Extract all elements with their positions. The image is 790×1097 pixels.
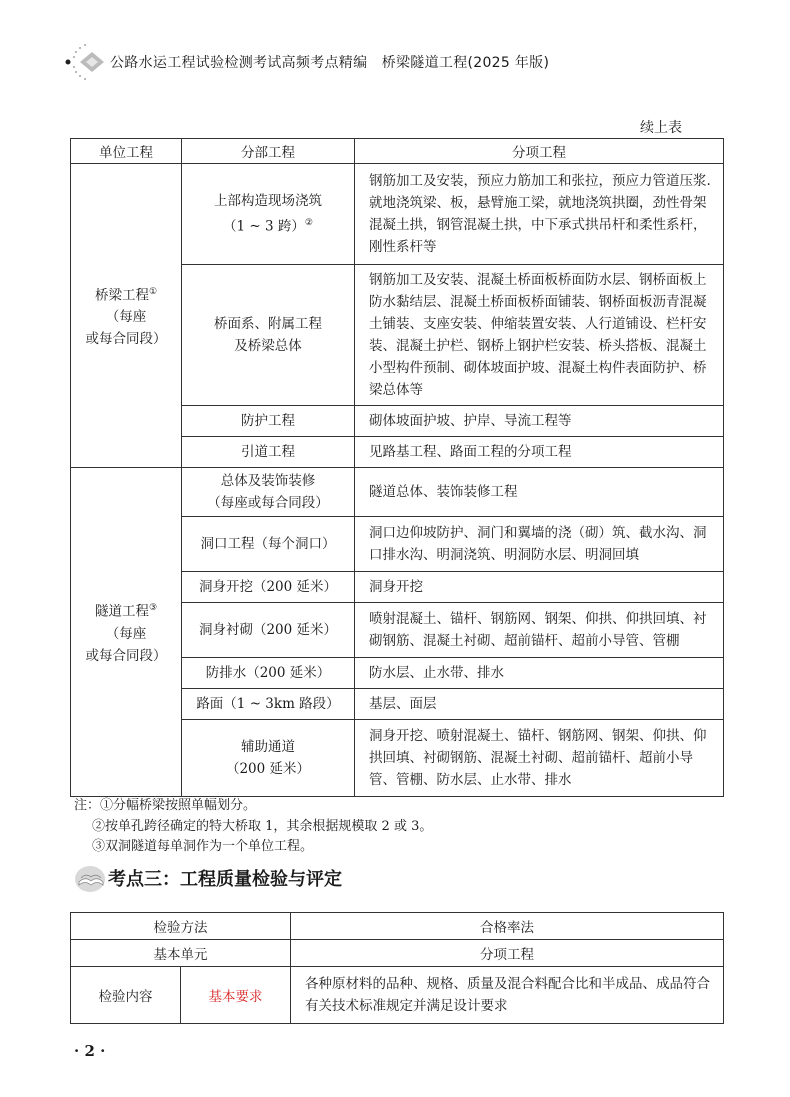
project-division-table [70,138,724,797]
table-header-row [71,139,724,164]
table-row [71,468,724,517]
unit-bridge [71,164,182,468]
note-line: 注：①分幅桥梁按照单幅划分。 [74,798,257,813]
part-cell [182,720,355,797]
part-label: （200 延米） [225,761,311,777]
method-value: 合格率法 [291,913,724,940]
header-item: 分项工程 [355,139,724,164]
part-cell: 洞身开挖（200 延米） [182,572,355,603]
part-label: 上部构造现场浇筑 [214,193,322,210]
basic-requirement-label: 基本要求 [181,967,291,1024]
part-label: （每座或每合同段） [207,495,329,511]
note-line: ②按单孔跨径确定的特大桥取 1，其余根据规模取 2 或 3。 [92,818,433,834]
part-cell: 洞身衬砌（200 延米） [182,603,355,658]
unit-tunnel-title: 隧道工程 [94,603,149,620]
page-header [62,42,742,82]
unit-bridge-scope: 或每合同段） [85,331,167,348]
note-line: ③双洞隧道每单洞作为一个单位工程。 [92,839,314,854]
item-cell: 基层、面层 [355,689,724,720]
header-unit: 单位工程 [71,139,182,164]
header-title: 公路水运工程试验检测考试高频考点精编 桥梁隧道工程(2025 年版) [110,55,550,71]
method-label: 检验方法 [71,913,291,940]
part-cell [182,468,355,517]
unit-bridge-title: 桥梁工程 [94,287,149,304]
header-part: 分部工程 [182,139,355,164]
footnote-marker: ② [304,218,313,229]
item-cell: 隧道总体、装饰装修工程 [355,468,724,517]
part-cell: 防排水（200 延米） [182,658,355,689]
table-row [71,164,724,265]
part-label: （1 ~ 3 跨） [223,218,305,235]
part-cell [182,164,355,265]
unit-value: 分项工程 [291,940,724,967]
content-value: 各种原材料的品种、规格、质量及混合料配合比和半成品、成品符合有关技术标准规定并满足设计要求 [291,967,724,1024]
part-cell [182,265,355,406]
unit-tunnel-scope: 或每合同段） [85,647,167,664]
item-cell: 钢筋加工及安装、混凝土桥面板桥面防水层、钢桥面板上防水黏结层、混凝土桥面板桥面铺装、钢桥面板沥青混凝土铺装、支座安装、伸缩装置安装、人行道铺设、栏杆安装、混凝土护栏、钢桥上钢护栏安装、桥头搭板、混凝土小型构件预制、砌体坡面护坡、混凝土构件表面防护、桥梁总体等 [355,265,724,406]
part-label: 辅助通道 [241,739,295,755]
footnote-marker: ① [148,286,158,297]
item-cell: 防水层、止水带、排水 [355,658,724,689]
table-row [71,967,724,1024]
book-icon [74,862,108,894]
item-cell: 见路基工程、路面工程的分项工程 [355,437,724,468]
continued-label: 续上表 [640,120,682,136]
unit-tunnel [71,468,182,797]
content-label: 检验内容 [71,967,181,1024]
quality-inspection-table [70,912,724,1024]
part-cell: 防护工程 [182,406,355,437]
table-row [71,913,724,940]
unit-tunnel-scope: （每座 [105,625,147,642]
part-cell: 路面（1 ~ 3km 路段） [182,689,355,720]
part-label: 及桥梁总体 [234,338,302,354]
unit-label: 基本单元 [71,940,291,967]
table-row [71,940,724,967]
footnote-marker: ③ [148,603,158,614]
item-cell: 喷射混凝土、锚杆、钢筋网、钢架、仰拱、仰拱回填、衬砌钢筋、混凝土衬砌、超前锚杆、超前小导管、管棚 [355,603,724,658]
item-cell: 钢筋加工及安装，预应力筋加工和张拉，预应力管道压浆. 就地浇筑梁、板，悬臂施工梁，就地浇筑拱圈，劲性骨架混凝土拱，钢管混凝土拱，中下承式拱吊杆和柔性系杆，刚性系杆等 [355,164,724,265]
part-label: 总体及装饰装修 [220,473,316,489]
table-notes [74,796,432,858]
page-number: · 2 · [74,1042,106,1060]
item-cell: 砌体坡面护坡、护岸、导流工程等 [355,406,724,437]
part-cell: 引道工程 [182,437,355,468]
unit-bridge-scope: （每座 [105,309,147,326]
part-label: 桥面系、附属工程 [214,316,322,332]
section-title: 考点三：工程质量检验与评定 [108,869,342,890]
item-cell: 洞身开挖 [355,572,724,603]
item-cell: 洞身开挖、喷射混凝土、锚杆、钢筋网、钢架、仰拱、仰拱回填、衬砌钢筋、混凝土衬砌、超前锚杆、超前小导管、管棚、防水层、止水带、排水 [355,720,724,797]
item-cell: 洞口边仰坡防护、洞门和翼墙的浇（砌）筑、截水沟、洞口排水沟、明洞浇筑、明洞防水层、明洞回填 [355,517,724,572]
part-cell: 洞口工程（每个洞口） [182,517,355,572]
